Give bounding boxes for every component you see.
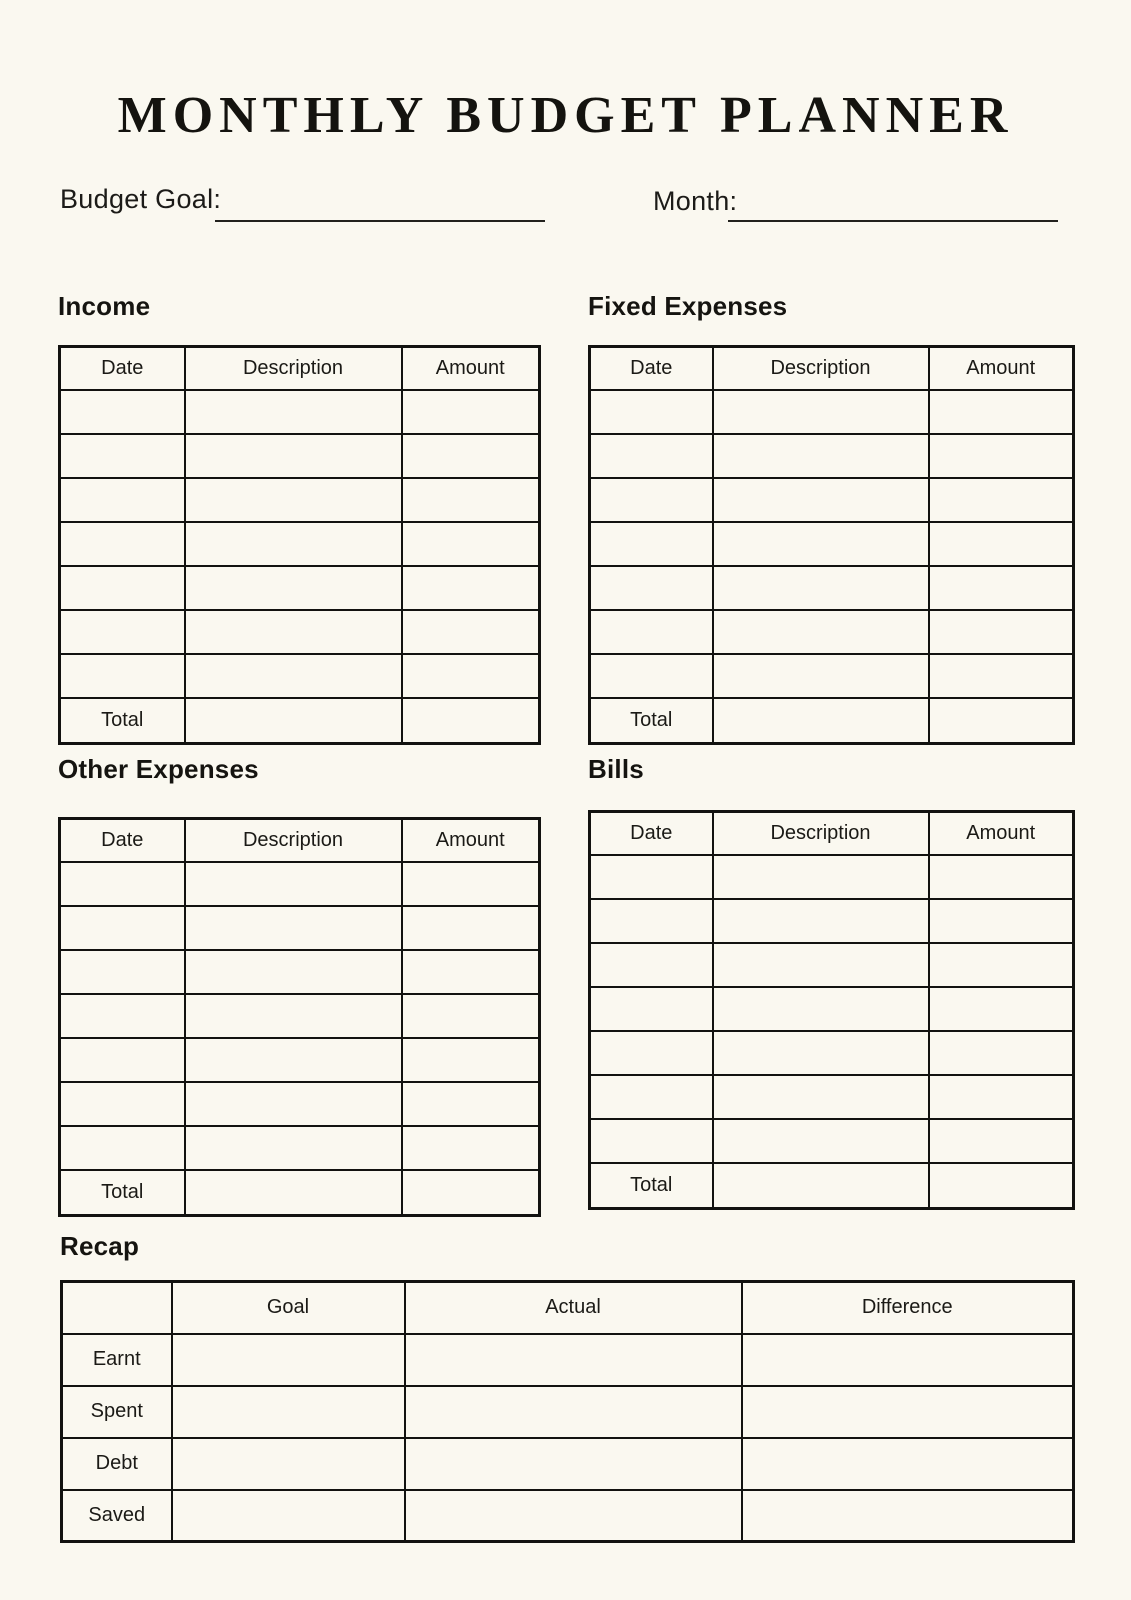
other-expenses-cell[interactable] — [402, 906, 540, 950]
income-cell[interactable] — [60, 610, 185, 654]
income-cell[interactable] — [185, 390, 402, 434]
other-expenses-total-cell[interactable] — [185, 1170, 402, 1216]
other-expenses-cell[interactable] — [402, 862, 540, 906]
fixed-expenses-cell[interactable] — [929, 610, 1074, 654]
income-heading: Income — [58, 291, 151, 321]
other-expenses-cell[interactable] — [60, 1082, 185, 1126]
recap-cell[interactable] — [405, 1386, 742, 1438]
income-table — [58, 345, 541, 745]
bills-cell[interactable] — [590, 1075, 713, 1119]
fixed-expenses-cell[interactable] — [590, 434, 713, 478]
fixed-expenses-header-description: Description — [713, 347, 929, 390]
bills-cell[interactable] — [590, 1031, 713, 1075]
bills-cell[interactable] — [713, 1119, 929, 1163]
other-expenses-cell[interactable] — [402, 950, 540, 994]
recap-header-actual: Actual — [405, 1282, 742, 1334]
fixed-expenses-header-date: Date — [590, 347, 713, 390]
recap-row-label-spent: Spent — [62, 1386, 172, 1438]
income-cell[interactable] — [185, 478, 402, 522]
other-expenses-cell[interactable] — [402, 1082, 540, 1126]
fixed-expenses-cell[interactable] — [929, 434, 1074, 478]
income-cell[interactable] — [402, 610, 540, 654]
recap-row-label-earnt: Earnt — [62, 1334, 172, 1386]
budget-goal-label: Budget Goal: — [60, 184, 222, 214]
income-total-amount-cell[interactable] — [402, 698, 540, 744]
fixed-expenses-heading: Fixed Expenses — [588, 291, 788, 321]
recap-row-label-saved: Saved — [62, 1490, 172, 1542]
other-expenses-heading: Other Expenses — [58, 754, 259, 784]
other-expenses-header-amount: Amount — [402, 819, 540, 862]
bills-header-date: Date — [590, 812, 713, 855]
bills-cell[interactable] — [713, 899, 929, 943]
bills-cell[interactable] — [590, 899, 713, 943]
bills-cell[interactable] — [590, 943, 713, 987]
bills-cell[interactable] — [713, 943, 929, 987]
fixed-expenses-cell[interactable] — [713, 654, 929, 698]
other-expenses-cell[interactable] — [185, 906, 402, 950]
recap-row-label-debt: Debt — [62, 1438, 172, 1490]
other-expenses-cell[interactable] — [402, 1038, 540, 1082]
fixed-expenses-cell[interactable] — [590, 522, 713, 566]
fixed-expenses-cell[interactable] — [929, 654, 1074, 698]
month-blank-line[interactable] — [728, 220, 1058, 222]
bills-cell[interactable] — [929, 1031, 1074, 1075]
recap-cell[interactable] — [405, 1490, 742, 1542]
bills-cell[interactable] — [713, 855, 929, 899]
fixed-expenses-cell[interactable] — [929, 522, 1074, 566]
recap-cell[interactable] — [405, 1438, 742, 1490]
other-expenses-cell[interactable] — [60, 950, 185, 994]
fixed-expenses-cell[interactable] — [713, 566, 929, 610]
income-cell[interactable] — [402, 478, 540, 522]
income-cell[interactable] — [185, 610, 402, 654]
bills-cell[interactable] — [929, 899, 1074, 943]
income-cell[interactable] — [402, 654, 540, 698]
fixed-expenses-cell[interactable] — [590, 478, 713, 522]
other-expenses-cell[interactable] — [185, 862, 402, 906]
bills-cell[interactable] — [713, 987, 929, 1031]
bills-header-amount: Amount — [929, 812, 1074, 855]
bills-total-label: Total — [590, 1163, 713, 1209]
page-title: MONTHLY BUDGET PLANNER — [117, 87, 1014, 144]
income-cell[interactable] — [60, 566, 185, 610]
other-expenses-cell[interactable] — [60, 906, 185, 950]
recap-table — [60, 1280, 1075, 1543]
bills-cell[interactable] — [929, 1075, 1074, 1119]
bills-cell[interactable] — [590, 1119, 713, 1163]
other-expenses-cell[interactable] — [60, 862, 185, 906]
recap-heading: Recap — [60, 1231, 140, 1261]
bills-cell[interactable] — [929, 943, 1074, 987]
other-expenses-total-label: Total — [60, 1170, 185, 1216]
bills-table — [588, 810, 1075, 1210]
other-expenses-cell[interactable] — [402, 1126, 540, 1170]
other-expenses-cell[interactable] — [185, 1082, 402, 1126]
other-expenses-table — [58, 817, 541, 1217]
recap-cell[interactable] — [405, 1334, 742, 1386]
recap-cell[interactable] — [742, 1490, 1074, 1542]
income-header-description: Description — [185, 347, 402, 390]
budget-goal-blank-line[interactable] — [215, 220, 545, 222]
fixed-expenses-cell[interactable] — [713, 610, 929, 654]
income-cell[interactable] — [185, 566, 402, 610]
income-cell[interactable] — [185, 522, 402, 566]
recap-cell[interactable] — [172, 1386, 405, 1438]
bills-cell[interactable] — [929, 987, 1074, 1031]
other-expenses-cell[interactable] — [185, 1038, 402, 1082]
income-cell[interactable] — [402, 566, 540, 610]
income-cell[interactable] — [60, 390, 185, 434]
income-cell[interactable] — [60, 478, 185, 522]
bills-cell[interactable] — [713, 1075, 929, 1119]
income-header-amount: Amount — [402, 347, 540, 390]
income-cell[interactable] — [185, 654, 402, 698]
recap-cell[interactable] — [742, 1386, 1074, 1438]
recap-cell[interactable] — [172, 1438, 405, 1490]
recap-cell[interactable] — [742, 1334, 1074, 1386]
other-expenses-cell[interactable] — [185, 1126, 402, 1170]
month-label: Month: — [653, 186, 738, 216]
income-cell[interactable] — [402, 522, 540, 566]
bills-total-amount-cell[interactable] — [929, 1163, 1074, 1209]
recap-header-goal: Goal — [172, 1282, 405, 1334]
recap-header-difference: Difference — [742, 1282, 1074, 1334]
recap-cell[interactable] — [172, 1334, 405, 1386]
fixed-expenses-total-label: Total — [590, 698, 713, 744]
fixed-expenses-cell[interactable] — [590, 390, 713, 434]
fixed-expenses-cell[interactable] — [713, 522, 929, 566]
fixed-expenses-cell[interactable] — [590, 610, 713, 654]
income-total-cell[interactable] — [185, 698, 402, 744]
recap-header-empty — [62, 1282, 172, 1334]
fixed-expenses-cell[interactable] — [929, 566, 1074, 610]
recap-cell[interactable] — [172, 1490, 405, 1542]
other-expenses-header-date: Date — [60, 819, 185, 862]
fixed-expenses-cell[interactable] — [590, 566, 713, 610]
income-total-label: Total — [60, 698, 185, 744]
bills-cell[interactable] — [929, 1119, 1074, 1163]
income-header-date: Date — [60, 347, 185, 390]
fixed-expenses-cell[interactable] — [713, 390, 929, 434]
bills-cell[interactable] — [590, 855, 713, 899]
other-expenses-total-amount-cell[interactable] — [402, 1170, 540, 1216]
fixed-expenses-header-amount: Amount — [929, 347, 1074, 390]
other-expenses-cell[interactable] — [60, 1126, 185, 1170]
other-expenses-cell[interactable] — [185, 994, 402, 1038]
bills-total-cell[interactable] — [713, 1163, 929, 1209]
income-cell[interactable] — [402, 390, 540, 434]
income-cell[interactable] — [60, 434, 185, 478]
fixed-expenses-cell[interactable] — [590, 654, 713, 698]
other-expenses-cell[interactable] — [60, 994, 185, 1038]
fixed-expenses-table — [588, 345, 1075, 745]
fixed-expenses-total-cell[interactable] — [713, 698, 929, 744]
bills-cell[interactable] — [929, 855, 1074, 899]
fixed-expenses-cell[interactable] — [713, 434, 929, 478]
bills-cell[interactable] — [590, 987, 713, 1031]
other-expenses-cell[interactable] — [402, 994, 540, 1038]
other-expenses-header-description: Description — [185, 819, 402, 862]
income-cell[interactable] — [185, 434, 402, 478]
bills-header-description: Description — [713, 812, 929, 855]
other-expenses-cell[interactable] — [60, 1038, 185, 1082]
income-cell[interactable] — [402, 434, 540, 478]
other-expenses-cell[interactable] — [185, 950, 402, 994]
income-cell[interactable] — [60, 522, 185, 566]
recap-cell[interactable] — [742, 1438, 1074, 1490]
fixed-expenses-cell[interactable] — [929, 478, 1074, 522]
fixed-expenses-cell[interactable] — [929, 390, 1074, 434]
fixed-expenses-cell[interactable] — [713, 478, 929, 522]
fixed-expenses-total-amount-cell[interactable] — [929, 698, 1074, 744]
income-cell[interactable] — [60, 654, 185, 698]
bills-heading: Bills — [588, 754, 644, 784]
bills-cell[interactable] — [713, 1031, 929, 1075]
